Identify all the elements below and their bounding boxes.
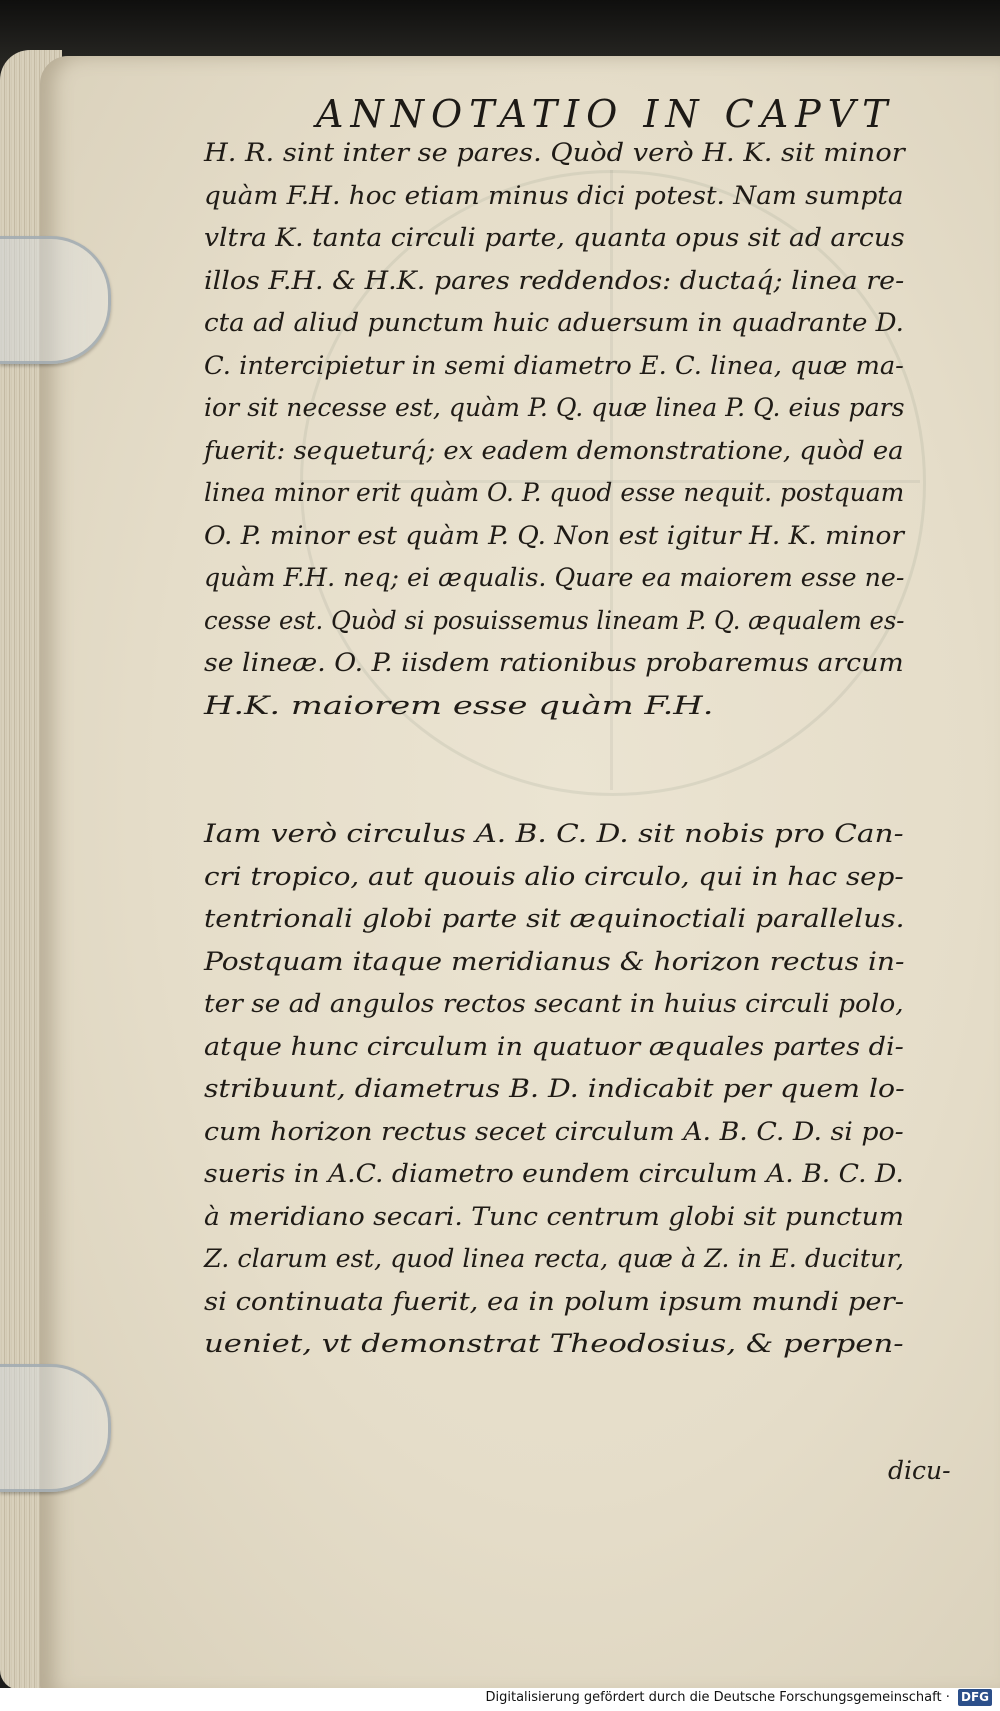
paragraph-1 xyxy=(204,132,964,727)
text-line: H. R. sint inter se pares. Quòd verò H. K. sit minor xyxy=(204,138,905,167)
text-line: si continuata fuerit, ea in polum ipsum mundi per- xyxy=(204,1286,905,1316)
page-clip-bottom xyxy=(0,1364,111,1492)
footer-separator: · xyxy=(941,1690,954,1705)
text-line: tentrionali globi parte sit æquinoctiali parallelus. xyxy=(204,904,905,933)
footer-credit-bar xyxy=(0,1688,1000,1711)
text-line: linea minor erit quàm O. P. quod esse nequit. postquam xyxy=(204,478,905,507)
dfg-logo: DFG xyxy=(958,1689,992,1706)
footer-credit-text: Digitalisierung gefördert durch die Deutsche Forschungsgemeinschaft xyxy=(485,1690,942,1705)
page-clip-top xyxy=(0,236,111,364)
text-line: vltra K. tanta circuli parte, quanta opus sit ad arcus xyxy=(204,223,905,252)
text-line: Z. clarum est, quod linea recta, quæ à Z. in E. ducitur, xyxy=(204,1244,904,1273)
text-line: quàm F.H. neq; ei æqualis. Quare ea maiorem esse ne- xyxy=(204,563,905,592)
text-line: stribuunt, diametrus B. D. indicabit per quem lo- xyxy=(204,1074,905,1103)
text-line: Iam verò circulus A. B. C. D. sit nobis pro Can- xyxy=(204,819,904,848)
text-line: H.K. maiorem esse quàm F.H. xyxy=(204,690,714,720)
text-line: cesse est. Quòd si posuissemus lineam P. Q. æqualem es- xyxy=(204,605,905,635)
text-line: O. P. minor est quàm P. Q. Non est igitur H. K. minor xyxy=(204,520,904,550)
text-line: Postquam itaque meridianus & horizon rectus in- xyxy=(204,946,905,976)
text-line: fuerit: sequeturq́; ex eadem demonstratione, quòd ea xyxy=(204,435,904,465)
text-line: se lineæ. O. P. iisdem rationibus probaremus arcum xyxy=(204,648,904,677)
text-line: ter se ad angulos rectos secant in huius circuli polo, xyxy=(204,989,904,1018)
paragraph-gap xyxy=(204,727,964,813)
text-line: C. intercipietur in semi diametro E. C. linea, quæ ma- xyxy=(204,350,904,380)
paragraph-2 xyxy=(204,813,964,1366)
text-line: quàm F.H. hoc etiam minus dici potest. Nam sumpta xyxy=(204,180,904,210)
text-line: cum horizon rectus secet circulum A. B. C. D. si po- xyxy=(204,1116,904,1146)
footer-credit xyxy=(485,1689,992,1706)
running-head: ANNOTATIO IN CAPVT xyxy=(316,92,895,136)
text-line: illos F.H. & H.K. pares reddendos: ductaq́; linea re- xyxy=(204,265,905,295)
catchword: dicu- xyxy=(888,1456,951,1485)
text-line: atque hunc circulum in quatuor æquales partes di- xyxy=(204,1031,904,1061)
text-line: cta ad aliud punctum huic aduersum in quadrante D. xyxy=(204,308,904,337)
text-line: sueris in A.C. diametro eundem circulum A. B. C. D. xyxy=(204,1159,904,1188)
text-line: à meridiano secari. Tunc centrum globi sit punctum xyxy=(204,1201,904,1231)
text-line: ueniet, vt demonstrat Theodosius, & perpen- xyxy=(204,1329,904,1358)
text-line: cri tropico, aut quouis alio circulo, qui in hac sep- xyxy=(204,861,904,891)
body-text xyxy=(204,132,964,1366)
text-line: ior sit necesse est, quàm P. Q. quæ linea P. Q. eius pars xyxy=(204,393,905,422)
